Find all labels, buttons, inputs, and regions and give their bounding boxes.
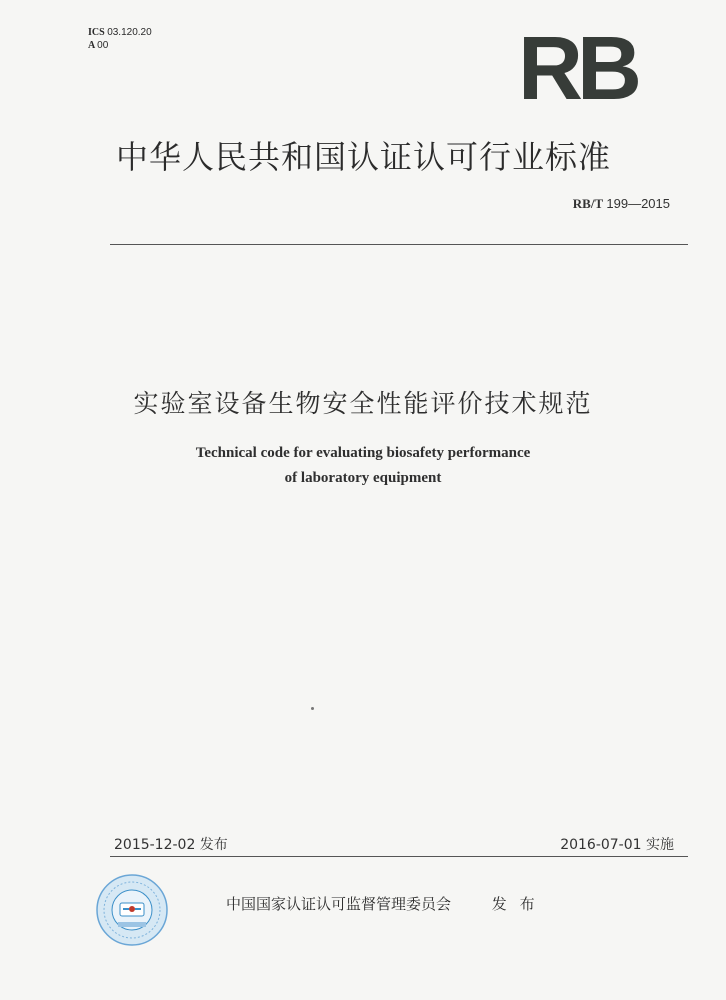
issuer-name: 中国国家认证认可监督管理委员会 bbox=[226, 895, 452, 913]
issue-date: 2015-12-02 发布 bbox=[114, 837, 228, 853]
class-code bbox=[88, 39, 152, 52]
standard-prefix: RB/T bbox=[572, 196, 604, 211]
issuer-action: 发 布 bbox=[491, 895, 539, 913]
rb-logo-text: RB bbox=[518, 19, 636, 119]
class-label: A bbox=[88, 40, 95, 51]
document-title-en-line2: of laboratory equipment bbox=[284, 470, 442, 486]
certification-seal-icon bbox=[94, 872, 170, 948]
classification-codes bbox=[88, 26, 152, 52]
issuer-line bbox=[226, 893, 539, 914]
standard-number-value: 199—2015 bbox=[606, 196, 670, 211]
effective-date: 2016-07-01 实施 bbox=[560, 837, 674, 853]
paper-speck bbox=[311, 707, 314, 710]
document-title-cn: 实验室设备生物安全性能评价技术规范 bbox=[133, 389, 593, 418]
class-value: 00 bbox=[97, 40, 109, 51]
top-divider bbox=[110, 244, 688, 245]
industry-standard-title: 中华人民共和国认证认可行业标准 bbox=[116, 138, 612, 176]
document-title-en-line1: Technical code for evaluating biosafety performance bbox=[195, 445, 531, 461]
bottom-divider bbox=[110, 856, 688, 857]
ics-value: 03.120.20 bbox=[107, 27, 152, 38]
standard-number bbox=[573, 196, 670, 212]
rb-logo bbox=[499, 19, 655, 119]
document-title-en bbox=[0, 441, 726, 491]
ics-code bbox=[88, 26, 152, 39]
ics-label: ICS bbox=[88, 27, 105, 38]
